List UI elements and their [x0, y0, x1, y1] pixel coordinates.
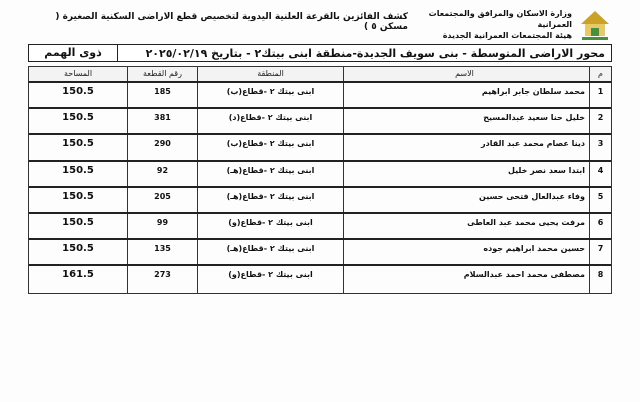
table-row [29, 109, 611, 135]
cell-num: 5 [589, 188, 611, 212]
cell-name: ابتدا سعد نصر خليل [343, 162, 589, 186]
header-area: المنطقة [197, 67, 343, 81]
table-row [29, 240, 611, 266]
document-header [28, 6, 612, 42]
cell-size: 150.5 [62, 243, 94, 255]
table-row [29, 214, 611, 240]
winners-table [28, 66, 612, 294]
cell-plot: 135 [127, 240, 197, 264]
cell-plot: 99 [127, 214, 197, 238]
cell-plot: 92 [127, 162, 197, 186]
cell-num: 3 [589, 135, 611, 159]
cell-num: 2 [589, 109, 611, 133]
cell-plot: 273 [127, 266, 197, 292]
axis-banner [28, 44, 612, 62]
cell-area: ابنى بيتك ٢ -قطاع(ب) [197, 83, 343, 107]
cell-num: 4 [589, 162, 611, 186]
header-num: م [589, 67, 611, 81]
cell-name: محمد سلطان جابر ابراهيم [343, 83, 589, 107]
cell-size: 150.5 [62, 112, 94, 124]
header-plot: رقم القطعة [127, 67, 197, 81]
authority-logo-icon [578, 8, 612, 42]
category-badge: ذوى الهمم [29, 45, 118, 61]
cell-plot: 290 [127, 135, 197, 159]
table-row [29, 188, 611, 214]
header-name: الاسم [343, 67, 589, 81]
document-title: كشف الفائزين بالقرعة العلنية اليدوية لتخصيص قطع الاراضى السكنية الصغيرة ( مسكن ٥ ) [55, 12, 408, 32]
cell-num: 8 [589, 266, 611, 292]
cell-size: 161.5 [62, 269, 94, 281]
header-size: المساحة [63, 69, 93, 78]
table-header-row [29, 67, 611, 83]
cell-num: 6 [589, 214, 611, 238]
cell-area: ابنى بيتك ٢ -قطاع(هـ) [197, 162, 343, 186]
cell-size: 150.5 [62, 216, 94, 228]
cell-plot: 381 [127, 109, 197, 133]
cell-size: 150.5 [62, 164, 94, 176]
banner-title: محور الاراضى المتوسطة - بنى سويف الجديدة-منطقة ابنى بيتك٢ - بتاريخ ٢٠٢٥/٠٢/١٩ [145, 47, 605, 60]
cell-name: مرفت يحيى محمد عبد العاطى [343, 214, 589, 238]
table-row [29, 162, 611, 188]
cell-area: ابنى بيتك ٢ -قطاع(و) [197, 214, 343, 238]
cell-name: حسين محمد ابراهيم جوده [343, 240, 589, 264]
cell-name: مصطفى محمد احمد عبدالسلام [343, 266, 589, 292]
cell-plot: 185 [127, 83, 197, 107]
cell-area: ابنى بيتك ٢ -قطاع(و) [197, 266, 343, 292]
ministry-line-1: وزارة الاسكان والمرافق والمجتمعات العمرانية [428, 9, 572, 29]
cell-num: 1 [589, 83, 611, 107]
cell-name: دينا عصام محمد عبد القادر [343, 135, 589, 159]
cell-size: 150.5 [62, 86, 94, 97]
cell-area: ابنى بيتك ٢ -قطاع(هـ) [197, 188, 343, 212]
cell-plot: 205 [127, 188, 197, 212]
cell-area: ابنى بيتك ٢ -قطاع(د) [197, 109, 343, 133]
cell-name: وفاء عبدالعال فتحى حسين [343, 188, 589, 212]
table-row [29, 135, 611, 161]
cell-area: ابنى بيتك ٢ -قطاع(هـ) [197, 240, 343, 264]
table-row [29, 266, 611, 292]
cell-name: خليل حنا سعيد عبدالمسيح [343, 109, 589, 133]
ministry-name [422, 8, 572, 41]
cell-num: 7 [589, 240, 611, 264]
cell-size: 150.5 [62, 138, 94, 150]
cell-area: ابنى بيتك ٢ -قطاع(ب) [197, 135, 343, 159]
table-row [29, 83, 611, 109]
ministry-line-2: هيئة المجتمعات العمرانية الجديدة [442, 31, 572, 40]
cell-size: 150.5 [62, 190, 94, 202]
